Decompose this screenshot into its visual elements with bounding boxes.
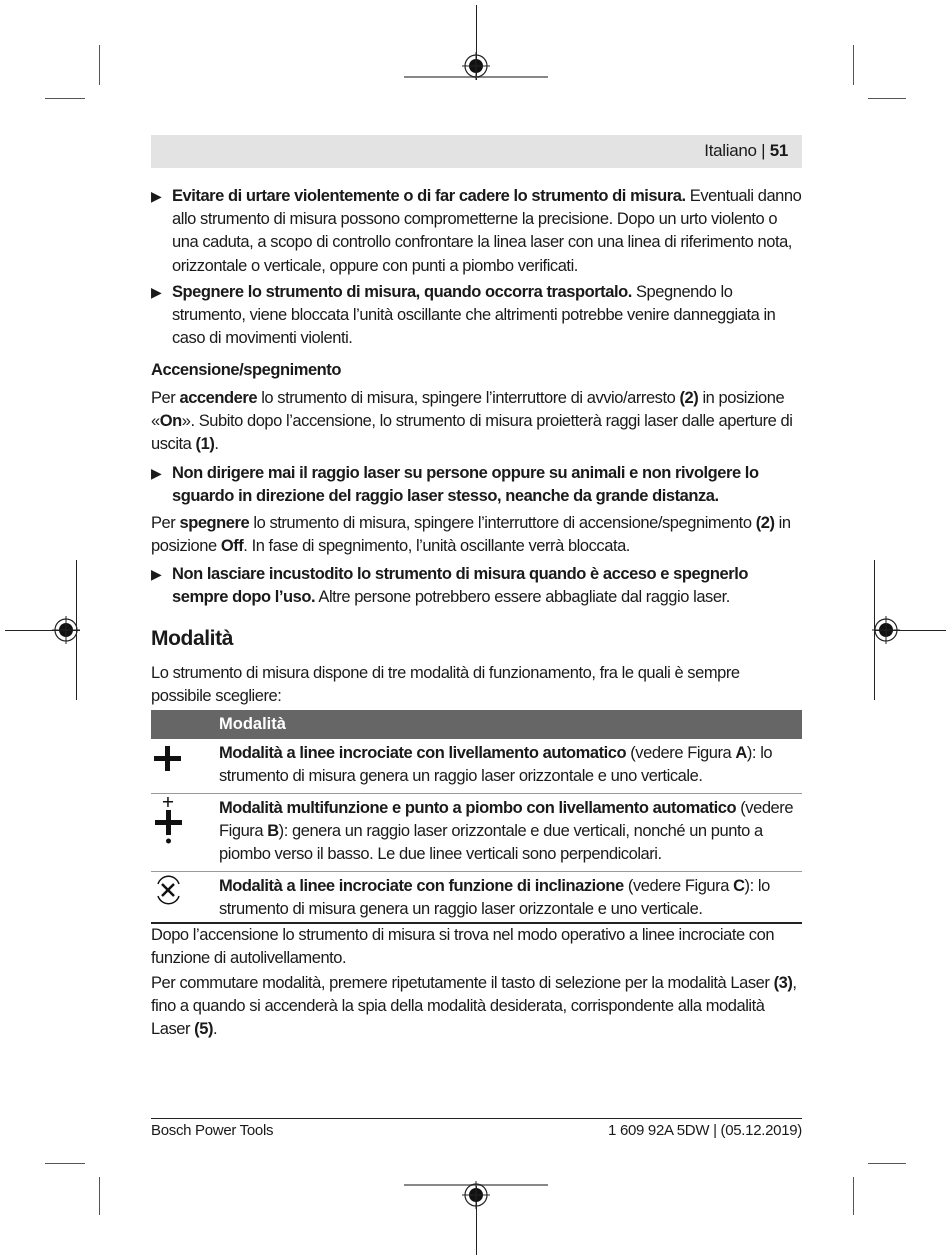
crop-mark: [853, 45, 854, 85]
section-heading: Accensione/spegnimento: [151, 361, 341, 379]
crop-mark: [99, 1177, 100, 1215]
bold-text: Off: [220, 537, 244, 556]
registration-target-icon: [462, 1181, 490, 1209]
text: ): lo strumento di misura genera un raggio laser orizzontale e uno verticale.: [219, 744, 773, 786]
table-header: Modalità: [151, 710, 802, 739]
bold-text: Modalità a linee incrociate con livellamento automatico: [219, 744, 627, 762]
text: Dopo l’accensione lo strumento di misura si trova nel modo operativo a linee incrociate con funzione di autolivellamento.: [151, 926, 775, 968]
bold-text: (2): [679, 389, 699, 407]
row-text: [219, 877, 770, 918]
bold-text: C: [733, 877, 745, 895]
table-row: [151, 872, 802, 924]
paragraph: [151, 662, 802, 708]
bullet-text: [172, 464, 759, 505]
table-row: [151, 794, 802, 872]
registration-target-icon: [462, 52, 490, 80]
text: Altre persone potrebbero essere abbagliate dal raggio laser.: [315, 588, 730, 607]
text: Per: [151, 389, 180, 407]
text: Per: [151, 514, 180, 532]
modes-table: [151, 710, 802, 924]
bold-text: (2): [755, 514, 775, 532]
text: ): lo strumento di misura genera un raggio laser orizzontale e uno verticale.: [219, 877, 770, 919]
text: (vedere Figura: [219, 799, 794, 841]
crop-mark: [99, 45, 100, 85]
warning-bullet: [151, 462, 802, 508]
bold-text: Evitare di urtare violentemente o di far cadere lo strumento di misura.: [172, 187, 686, 205]
bullet-text: [172, 283, 775, 347]
footer-brand: Bosch Power Tools: [151, 1122, 274, 1139]
bold-text: accendere: [179, 389, 258, 407]
warning-bullet: [151, 185, 802, 278]
cross-lines-icon: [151, 741, 187, 801]
bullet-text: [172, 565, 748, 606]
page-number: 51: [769, 141, 788, 160]
bold-text: Modalità a linee incrociate con funzione di inclinazione: [219, 877, 624, 895]
paragraph: [151, 924, 802, 970]
crop-mark: [45, 1163, 85, 1164]
page-footer: [151, 1118, 802, 1139]
footer-doc-id: 1 609 92A 5DW | (05.12.2019): [608, 1122, 802, 1139]
section-heading: Modalità: [151, 627, 233, 650]
bold-text: Spegnere lo strumento di misura, quando occorra trasportalo.: [172, 283, 632, 301]
bold-text: (5): [194, 1020, 213, 1039]
text: in posizione «: [151, 389, 785, 431]
bold-text: Modalità multifunzione e punto a piombo con livellamento automatico: [219, 799, 737, 817]
header-language: Italiano: [704, 141, 757, 160]
text: in posizione: [151, 514, 791, 556]
text: Spegnendo lo strumento, viene bloccata l’unità oscillante che altrimenti potrebbe venire danneggiata in caso di movimenti violenti.: [172, 283, 776, 348]
triangle-bullet-icon: ▶: [151, 284, 162, 300]
row-text: [219, 799, 793, 863]
bold-text: (3): [773, 974, 793, 992]
paragraph: [151, 512, 802, 558]
registration-target-icon: [52, 616, 80, 644]
triangle-bullet-icon: ▶: [151, 465, 162, 481]
bold-text: B: [267, 822, 279, 841]
table-row: [151, 739, 802, 794]
triangle-bullet-icon: ▶: [151, 566, 162, 582]
bold-text: spegnere: [179, 514, 250, 532]
paragraph: [151, 387, 802, 457]
crop-mark: [45, 98, 85, 99]
text: Lo strumento di misura dispone di tre modalità di funzionamento, fra le quali è sempre possibile scegliere:: [151, 664, 740, 706]
text: (vedere Figura: [623, 877, 734, 895]
page-header: [151, 135, 802, 168]
header-separator: |: [761, 141, 766, 160]
bold-text: On: [159, 412, 182, 431]
bold-text: Non lasciare incustodito lo strumento di misura quando è acceso e spegnerlo sempre dopo l’uso.: [172, 565, 748, 607]
crop-mark: [868, 98, 906, 99]
bullet-text: [172, 187, 801, 275]
multifunction-plumb-icon: [151, 794, 187, 854]
crop-mark: [853, 1177, 854, 1215]
triangle-bullet-icon: ▶: [151, 188, 162, 204]
text: ». Subito dopo l’accensione, lo strumento di misura proietterà raggi laser dalle aperture di uscita: [151, 412, 793, 454]
text: ): genera un raggio laser orizzontale e due verticali, nonché un punto a piombo verso il basso. Le due linee verticali sono perpendicolari.: [219, 822, 763, 864]
text: (vedere Figura: [626, 744, 736, 762]
text: .: [213, 1020, 218, 1039]
text: Per commutare modalità, premere ripetutamente il tasto di selezione per la modalità Laser: [151, 974, 774, 992]
bold-text: Non dirigere mai il raggio laser su persone oppure su animali e non rivolgere lo sguardo in direzione del raggio laser stesso, neanche da grande distanza.: [172, 464, 759, 506]
text: lo strumento di misura, spingere l’interruttore di accensione/spegnimento: [249, 514, 756, 532]
warning-bullet: [151, 563, 802, 609]
text: . In fase di spegnimento, l’unità oscillante verrà bloccata.: [243, 537, 630, 556]
text: .: [214, 435, 219, 454]
row-text: [219, 744, 772, 785]
bold-text: (1): [195, 435, 215, 454]
text: lo strumento di misura, spingere l’interruttore di avvio/arresto: [257, 389, 680, 407]
registration-target-icon: [872, 616, 900, 644]
crop-mark: [868, 1163, 906, 1164]
text: Eventuali danno allo strumento di misura possono comprometterne la precisione. Dopo un urto violento o una caduta, a scopo di controllo confrontare la linea laser con una linea di riferimento nota, orizzontale o verticale, oppure con punti a piombo verificati.: [172, 187, 802, 275]
paragraph: [151, 972, 802, 1042]
text: , fino a quando si accenderà la spia della modalità desiderata, corrispondente alla modalità Laser: [151, 974, 797, 1039]
bold-text: A: [735, 744, 747, 762]
warning-bullet: [151, 281, 802, 351]
